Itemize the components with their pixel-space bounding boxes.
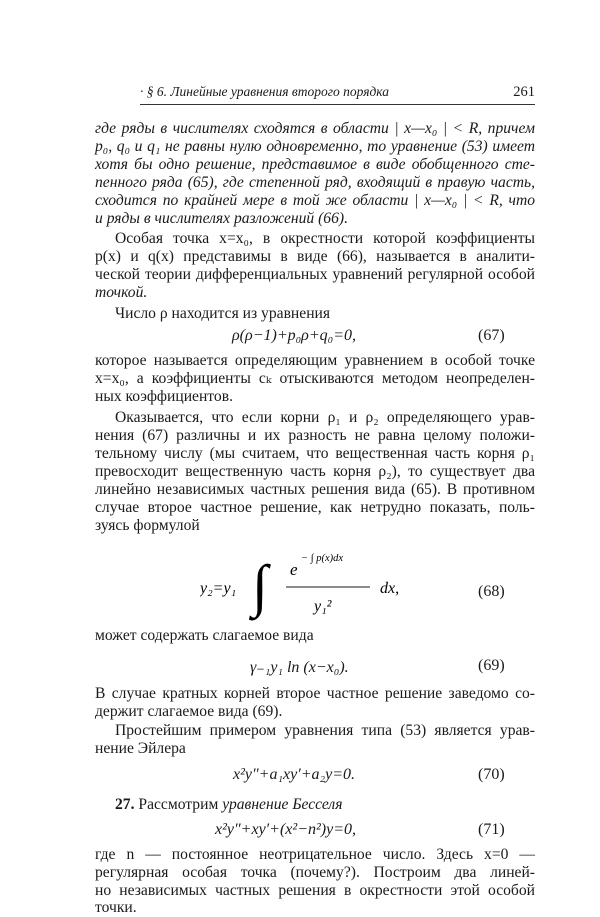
eq68-exponent: − ∫ p(x)dx xyxy=(301,553,344,564)
text-line: и ряды в числителях разложений (66). xyxy=(95,210,348,227)
text-line: где n — постоянное неотрицательное число. Здесь x=0 — xyxy=(95,846,535,863)
text-line: регулярная особая точка (почему?). Построим два линей- xyxy=(95,864,535,881)
item-27 xyxy=(115,796,535,814)
text-line: но независимых частных решения в окрестности этой особой xyxy=(95,882,535,899)
text-line: может содержать слагаемое вида xyxy=(95,627,314,644)
equation-number-68: (68) xyxy=(478,583,505,600)
text-line: сходится по крайней мере в той же области | x—x₀ | < R, что xyxy=(95,192,535,209)
equation-71: x²y″+xy′+(x²−n²)y=0, xyxy=(215,821,357,838)
text-line: Простейшим примером уравнения типа (53) является урав- xyxy=(115,722,535,739)
equation-number-67: (67) xyxy=(478,327,505,344)
eq68-denominator: y₁² xyxy=(314,598,332,615)
text-line: нение Эйлера xyxy=(95,740,186,757)
eq68-dx: dx, xyxy=(380,580,400,597)
item-text: Рассмотрим xyxy=(138,796,219,813)
integral-sign: ∫ xyxy=(252,553,268,618)
text-line: x=x₀, а коэффициенты cₖ отыскиваются методом неопределен- xyxy=(95,370,535,387)
item-term: уравнение Бесселя xyxy=(222,796,343,813)
text-line: зуясь формулой xyxy=(95,517,200,534)
eq68-exp-base: e xyxy=(290,560,298,579)
text-line: случае второе частное решение, как нетрудно показать, поль- xyxy=(95,499,535,516)
eq68-lhs: y₂=y₁ xyxy=(200,580,237,597)
page-number: 261 xyxy=(513,84,535,100)
text-line: Число ρ находится из уравнения xyxy=(115,305,331,322)
header-title: · § 6. Линейные уравнения второго порядка xyxy=(140,84,390,99)
text-line: точки. xyxy=(95,899,137,916)
text-line: Особая точка x=x₀, в окрестности которой коэффициенты xyxy=(115,230,535,247)
text-line: p₀, q₀ и q₁ не равны нулю одновременно, то уравнение (53) имеет xyxy=(95,138,535,155)
text-line: нения (67) различны и их разность не равна целому положи- xyxy=(95,427,535,444)
item-number: 27. xyxy=(115,796,135,813)
text-line: В случае кратных корней второе частное решение заведомо со- xyxy=(95,685,535,702)
text-line: Оказывается, что если корни ρ₁ и ρ₂ определяющего урав- xyxy=(115,409,535,426)
text-line: которое называется определяющим уравнением в особой точке xyxy=(95,352,535,369)
running-header xyxy=(140,82,535,105)
text-line: линейно независимых частных решения вида (65). В противном xyxy=(95,481,535,498)
equation-number-70: (70) xyxy=(478,766,505,783)
text-line: тельному числу (мы считаем, что вещественная часть корня ρ₁ xyxy=(95,445,535,462)
equation-70: x²y″+a₁xy′+a₂y=0. xyxy=(233,766,355,783)
equation-68 xyxy=(200,535,430,625)
text-line: ных коэффициентов. xyxy=(95,388,233,405)
text-line: p(x) и q(x) представимы в виде (66), называется в аналити- xyxy=(95,248,535,265)
text-line: хотя бы одно решение, представимое в виде обобщенного сте- xyxy=(95,156,535,173)
equation-67: ρ(ρ−1)+p₀ρ+q₀=0, xyxy=(232,327,357,344)
equation-69: γ₋₁y₁ ln (x−x₀). xyxy=(250,659,349,676)
text-line: ческой теории дифференциальных уравнений регулярной особой xyxy=(95,266,535,283)
text-line: пенного ряда (65), где степенной ряд, входящий в правую часть, xyxy=(95,174,535,191)
text-line: превосходит вещественную часть корня ρ₂), то существует два xyxy=(95,463,535,480)
text-line: где ряды в числителях сходятся в области | x—x₀ | < R, причем xyxy=(95,120,535,137)
equation-number-69: (69) xyxy=(478,657,505,674)
text-line: точкой. xyxy=(95,284,148,301)
equation-number-71: (71) xyxy=(478,821,505,838)
text-line: держит слагаемое вида (69). xyxy=(95,703,283,720)
